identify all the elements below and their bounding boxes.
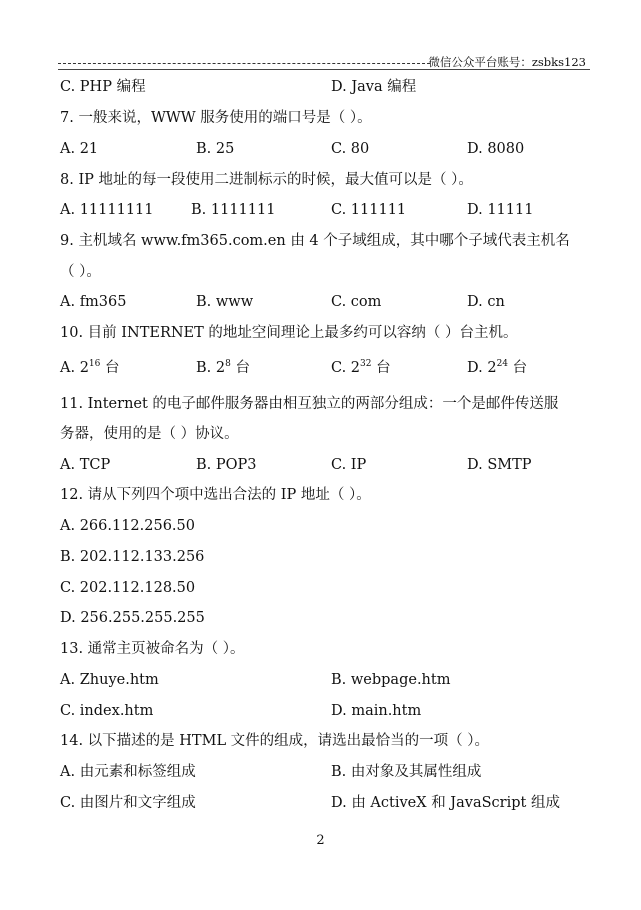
q13-option-c: C. index.htm [60, 703, 154, 719]
q11-stem-line2: 务器，使用的是（ ）协议。 [60, 426, 239, 442]
q10-option-c-base: C. 2 [331, 360, 361, 376]
q7-option-a: A. 21 [60, 141, 99, 157]
q10-option-a-exponent: 16 [88, 359, 101, 369]
q13-option-b: B. webpage.htm [331, 672, 451, 688]
q10-option-c-exponent: 32 [360, 359, 372, 369]
q10-stem: 10. 目前 INTERNET 的地址空间理论上最多约可以容纳（ ）台主机。 [60, 325, 518, 341]
q12-option-b: B. 202.112.133.256 [60, 549, 205, 565]
q8-option-b: B. 1111111 [191, 202, 276, 218]
q10-option-c-unit: 台 [371, 360, 391, 376]
q7-option-b: B. 25 [196, 141, 235, 157]
q12-option-d: D. 256.255.255.255 [60, 610, 205, 626]
q10-option-a-base: A. 2 [60, 360, 89, 376]
q7-stem: 7. 一般来说，WWW 服务使用的端口号是（ ）。 [60, 110, 372, 126]
q14-option-b: B. 由对象及其属性组成 [331, 764, 482, 780]
q6-option-c: C. PHP 编程 [60, 79, 146, 95]
q10-option-d-base: D. 2 [467, 360, 497, 376]
q9-option-a: A. fm365 [60, 294, 127, 310]
q10-option-b [196, 359, 250, 377]
q10-option-d-exponent: 24 [496, 359, 509, 369]
q8-option-a: A. 11111111 [60, 202, 154, 218]
q10-option-d [467, 359, 527, 377]
q9-option-b: B. www [196, 294, 254, 310]
q9-option-c: C. com [331, 294, 382, 310]
q10-option-a [60, 359, 119, 377]
q7-option-d: D. 8080 [467, 141, 525, 157]
q10-option-b-unit: 台 [230, 360, 250, 376]
q12-option-a: A. 266.112.256.50 [60, 518, 195, 534]
q14-stem: 14. 以下描述的是 HTML 文件的组成，请选出最恰当的一项（ ）。 [60, 733, 490, 749]
q7-option-c: C. 80 [331, 141, 370, 157]
q8-option-d: D. 11111 [467, 202, 534, 218]
q10-option-b-exponent: 8 [225, 359, 231, 369]
q11-option-a: A. TCP [60, 457, 111, 473]
q11-option-d: D. SMTP [467, 457, 532, 473]
q9-stem-line1: 9. 主机域名 www.fm365.com.en 由 4 个子域组成，其中哪个子域代表主机名 [60, 233, 570, 249]
q14-option-c: C. 由图片和文字组成 [60, 795, 196, 811]
q12-stem: 12. 请从下列四个项中选出合法的 IP 地址（ ）。 [60, 487, 371, 503]
q10-option-a-unit: 台 [100, 360, 120, 376]
page-header [58, 50, 590, 70]
q11-option-c: C. IP [331, 457, 367, 473]
header-account-text: 微信公众平台账号：zsbks123 [428, 55, 586, 69]
q9-option-d: D. cn [467, 294, 505, 310]
q10-option-d-unit: 台 [508, 360, 528, 376]
q10-option-c [331, 359, 391, 377]
header-rule [58, 69, 590, 70]
q12-option-c: C. 202.112.128.50 [60, 580, 196, 596]
q14-option-a: A. 由元素和标签组成 [60, 764, 196, 780]
q8-stem: 8. IP 地址的每一段使用二进制标示的时候，最大值可以是（ ）。 [60, 172, 473, 188]
q13-option-a: A. Zhuye.htm [60, 672, 159, 688]
q13-option-d: D. main.htm [331, 703, 422, 719]
q9-stem-line2: （ ）。 [60, 264, 101, 280]
q11-option-b: B. POP3 [196, 457, 257, 473]
header-dashed-line [58, 63, 430, 64]
q10-option-b-base: B. 2 [196, 360, 226, 376]
q8-option-c: C. 111111 [331, 202, 407, 218]
page-number: 2 [316, 833, 325, 848]
q13-stem: 13. 通常主页被命名为（ ）。 [60, 641, 245, 657]
q14-option-d: D. 由 ActiveX 和 JavaScript 组成 [331, 795, 560, 811]
q6-option-d: D. Java 编程 [331, 79, 417, 95]
q11-stem-line1: 11. Internet 的电子邮件服务器由相互独立的两部分组成：一个是邮件传送服 [60, 396, 559, 412]
